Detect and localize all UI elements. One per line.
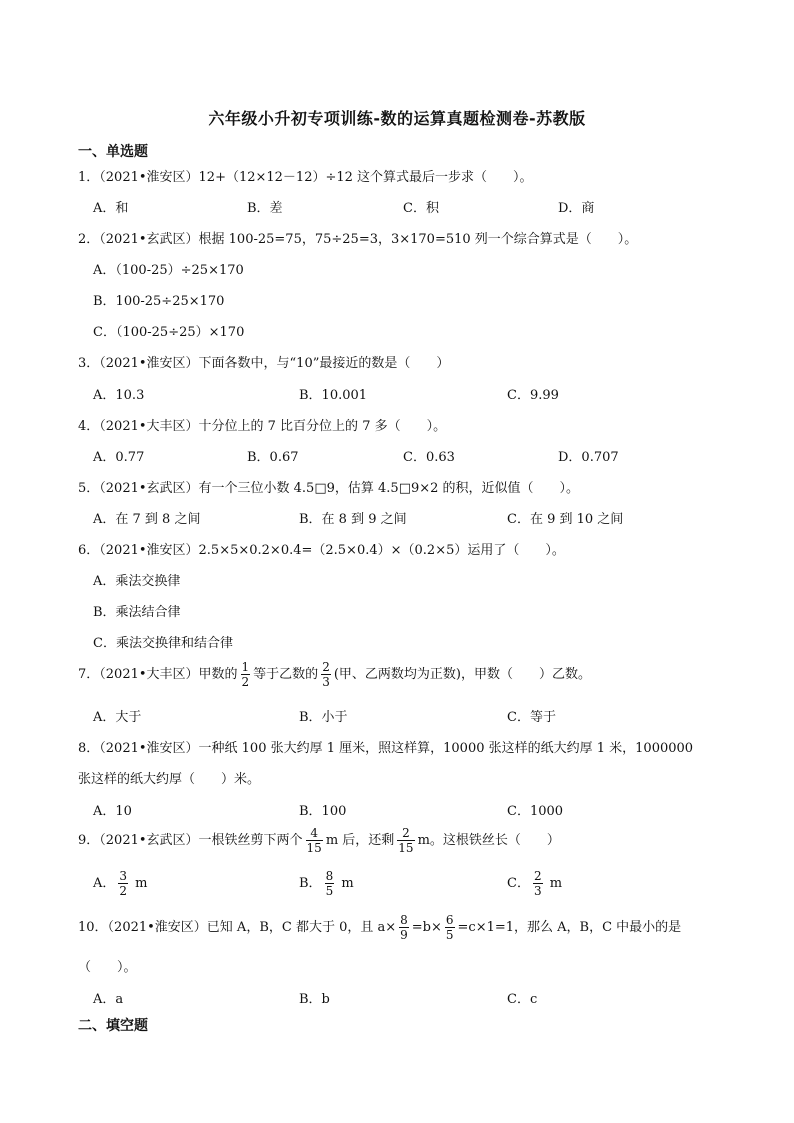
question-5-text: 5．（2021•玄武区）有一个三位小数 4.5□9，估算 4.5□9×2 的积，近似值（ ）。 [78, 481, 580, 496]
question-1-option-c[interactable]: C．积 [403, 201, 439, 216]
fraction-four-fifteenths [306, 826, 323, 855]
option-label: A． [93, 876, 116, 891]
section-heading-fill-in-blank: 二、填空题 [78, 1018, 148, 1034]
question-4-option-c[interactable]: C．0.63 [403, 450, 455, 465]
question-8-option-c[interactable]: C．1000 [507, 804, 564, 819]
fraction-denominator: 3 [322, 675, 330, 689]
fraction-denominator: 5 [445, 928, 454, 942]
fraction-denominator: 3 [533, 884, 542, 898]
question-5-option-c[interactable]: C．在 9 到 10 之间 [507, 512, 624, 527]
question-7-option-b[interactable]: B．小于 [299, 710, 348, 725]
question-4-option-a[interactable]: A．0.77 [93, 450, 145, 465]
fraction-numerator: 2 [322, 660, 330, 674]
question-3-option-a[interactable]: A．10.3 [93, 388, 145, 403]
fraction-denominator: 9 [400, 928, 408, 942]
question-10-text-post: =c×1=1，那么 A，B，C 中最小的是 [457, 920, 682, 935]
unit-label: m [135, 876, 148, 891]
fraction-two-fifteenths [397, 826, 414, 855]
fraction-numerator: 8 [325, 869, 334, 883]
question-2-text: 2．（2021•玄武区）根据 100-25=75，75÷25=3，3×170=510 列一个综合算式是（ ）。 [78, 232, 638, 247]
question-8-option-b[interactable]: B．100 [299, 804, 347, 819]
fraction-denominator: 5 [325, 884, 334, 898]
question-3-option-c[interactable]: C．9.99 [507, 388, 559, 403]
question-9-option-c[interactable] [507, 869, 562, 898]
question-1-option-b[interactable]: B．差 [247, 201, 283, 216]
section-heading-single-choice: 一、单选题 [78, 144, 148, 160]
fraction-numerator: 3 [119, 869, 128, 883]
question-2-option-b[interactable]: B．100-25÷25×170 [93, 294, 225, 309]
fraction-numerator: 1 [241, 660, 250, 674]
unit-label: m [341, 876, 354, 891]
question-9-text-post: m。这根铁丝长（ ） [417, 833, 560, 848]
fraction-denominator: 2 [241, 675, 250, 689]
question-1-option-a[interactable]: A．和 [93, 201, 129, 216]
question-6-text: 6．（2021•淮安区）2.5×5×0.2×0.4=（2.5×0.4）×（0.2×5）运用了（ ）。 [78, 543, 565, 558]
question-7-text-mid: 等于乙数的 [253, 667, 319, 682]
question-1-option-d[interactable]: D．商 [558, 201, 595, 216]
question-3-text: 3．（2021•淮安区）下面各数中，与“10”最接近的数是（ ） [78, 356, 450, 371]
option-label: B． [299, 876, 322, 891]
question-9-text [78, 826, 560, 855]
question-4-option-b[interactable]: B．0.67 [247, 450, 299, 465]
fraction-one-half [241, 660, 251, 689]
question-9-text-mid: m 后，还剩 [325, 833, 395, 848]
question-7-text-pre: 7．（2021•大丰区）甲数的 [78, 667, 238, 682]
question-10-option-b[interactable]: B．b [299, 992, 330, 1007]
question-9-option-b[interactable] [299, 869, 354, 898]
question-1-text: 1．（2021•淮安区）12+（12×12－12）÷12 这个算式最后一步求（ ）。 [78, 170, 533, 185]
question-7-text [78, 660, 591, 689]
question-4-text: 4．（2021•大丰区）十分位上的 7 比百分位上的 7 多（ ）。 [78, 419, 447, 434]
question-2-option-c[interactable]: C．（100-25÷25）×170 [93, 325, 245, 340]
question-9-option-a[interactable] [93, 869, 148, 898]
question-10-text-pre: 10．（2021•淮安区）已知 A，B，C 都大于 0，且 a× [78, 920, 397, 935]
question-3-option-b[interactable]: B．10.001 [299, 388, 368, 403]
fraction-denominator: 15 [306, 841, 322, 855]
question-10-option-c[interactable]: C．c [507, 992, 538, 1007]
fraction-eight-fifths [325, 869, 335, 898]
question-6-option-c[interactable]: C．乘法交换律和结合律 [93, 636, 233, 651]
question-4-option-d[interactable]: D．0.707 [558, 450, 619, 465]
fraction-numerator: 2 [397, 826, 414, 841]
question-10-text-mid: =b× [411, 920, 442, 935]
question-7-option-c[interactable]: C．等于 [507, 710, 556, 725]
page-title: 六年级小升初专项训练-数的运算真题检测卷-苏教版 [208, 109, 586, 128]
unit-label: m [549, 876, 563, 891]
question-5-option-b[interactable]: B．在 8 到 9 之间 [299, 512, 407, 527]
question-5-option-a[interactable]: A．在 7 到 8 之间 [93, 512, 201, 527]
fraction-two-thirds [533, 869, 543, 898]
question-7-text-post: (甲、乙两数均为正数)，甲数（ ）乙数。 [333, 667, 591, 682]
question-10-text-line-1 [78, 913, 681, 942]
question-10-option-a[interactable]: A．a [93, 992, 124, 1007]
fraction-denominator: 15 [398, 841, 414, 855]
fraction-numerator: 6 [445, 913, 454, 927]
question-6-option-a[interactable]: A．乘法交换律 [93, 574, 181, 589]
fraction-numerator: 8 [400, 913, 408, 927]
question-7-option-a[interactable]: A．大于 [93, 710, 142, 725]
question-8-option-a[interactable]: A．10 [93, 804, 132, 819]
question-8-text-line-1: 8．（2021•淮安区）一种纸 100 张大约厚 1 厘米，照这样算，10000 张这样的纸大约厚 1 米，1000000 [78, 741, 694, 756]
fraction-numerator: 4 [306, 826, 323, 841]
fraction-two-thirds [321, 660, 331, 689]
fraction-eight-ninths [399, 913, 409, 942]
fraction-numerator: 2 [533, 869, 542, 883]
fraction-denominator: 2 [119, 884, 128, 898]
fraction-six-fifths [445, 913, 455, 942]
option-label: C． [507, 876, 530, 891]
fraction-three-halves [118, 869, 128, 898]
question-8-text-line-2: 张这样的纸大约厚（ ）米。 [78, 772, 261, 787]
question-9-text-pre: 9．（2021•玄武区）一根铁丝剪下两个 [78, 833, 303, 848]
question-10-text-line-2: （ ）。 [78, 960, 137, 975]
question-6-option-b[interactable]: B．乘法结合律 [93, 605, 181, 620]
question-2-option-a[interactable]: A．（100-25）÷25×170 [93, 263, 244, 278]
